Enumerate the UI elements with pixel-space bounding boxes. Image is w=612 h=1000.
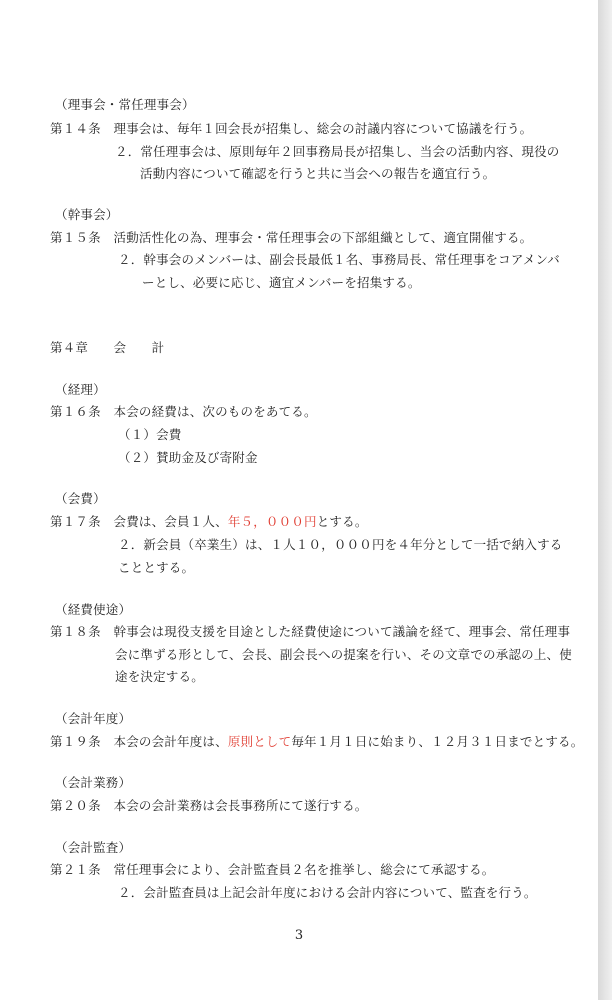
- fee-amount-highlight: 年５，０００円: [227, 514, 317, 529]
- section-heading: （幹事会）: [55, 207, 119, 222]
- article-20-text: 第２０条 本会の会計業務は会長事務所にて遂行する。: [50, 798, 368, 813]
- chapter-heading: 第４章 会 計: [50, 340, 165, 355]
- article-14-text: 第１４条 理事会は、毎年１回会長が招集し、総会の討議内容について協議を行う。: [50, 121, 533, 136]
- article-15-para2: ２．幹事会のメンバーは、副会長最低１名、事務局長、常任理事をコアメンバ: [118, 252, 561, 267]
- page-number: 3: [294, 928, 304, 943]
- article-16-item1: （１）会費: [118, 427, 182, 442]
- section-heading: （経費使途）: [55, 602, 132, 617]
- section-heading: （会計業務）: [55, 775, 132, 790]
- article-21-para2: ２．会計監査員は上記会計年度における会計内容について、監査を行う。: [118, 885, 537, 900]
- article-17-para2: ２．新会員（卒業生）は、１人１０，０００円を４年分として一括で納入する: [118, 537, 563, 552]
- article-14-para2-cont: 活動内容について確認を行うと共に当会への報告を適宜行う。: [140, 166, 496, 181]
- section-heading: （理事会・常任理事会）: [55, 97, 195, 112]
- article-16-text: 第１６条 本会の経費は、次のものをあてる。: [50, 404, 317, 419]
- section-heading: （会計年度）: [55, 711, 132, 726]
- article-15-text: 第１５条 活動活性化の為、理事会・常任理事会の下部組織として、適宜開催する。: [50, 230, 533, 245]
- article-16-item2: （２）賛助金及び寄附金: [118, 450, 258, 465]
- article-19-suffix: 毎年１月１日に始まり、１２月３１日までとする。: [291, 734, 584, 749]
- viewer-edge: [598, 0, 612, 1000]
- article-17-text: [50, 514, 368, 530]
- article-21-text: 第２１条 常任理事会により、会計監査員２名を推挙し、総会にて承認する。: [50, 862, 495, 877]
- article-19-prefix: 第１９条 本会の会計年度は、: [50, 734, 228, 749]
- article-17-prefix: 第１７条 会費は、会員１人、: [50, 514, 228, 529]
- article-18-cont2: 途を決定する。: [115, 669, 204, 684]
- principle-highlight: 原則として: [227, 734, 292, 749]
- article-17-para2-cont: こととする。: [118, 560, 195, 575]
- article-15-para2-cont: ーとし、必要に応じ、適宜メンバーを招集する。: [142, 275, 421, 290]
- section-heading: （会計監査）: [55, 840, 132, 855]
- section-heading: （会費）: [55, 491, 106, 506]
- article-19-text: [50, 734, 583, 750]
- article-18-text: 第１８条 幹事会は現役支援を目途とした経費使途について議論を経て、理事会、常任理事: [50, 624, 571, 639]
- article-17-suffix: とする。: [316, 514, 368, 529]
- section-heading: （経理）: [55, 382, 106, 397]
- article-14-para2: ２．常任理事会は、原則毎年２回事務局長が招集し、当会の活動内容、現役の: [115, 144, 560, 159]
- article-18-cont1: 会に準ずる形として、会長、副会長への提案を行い、その文章での承認の上、使: [115, 647, 572, 662]
